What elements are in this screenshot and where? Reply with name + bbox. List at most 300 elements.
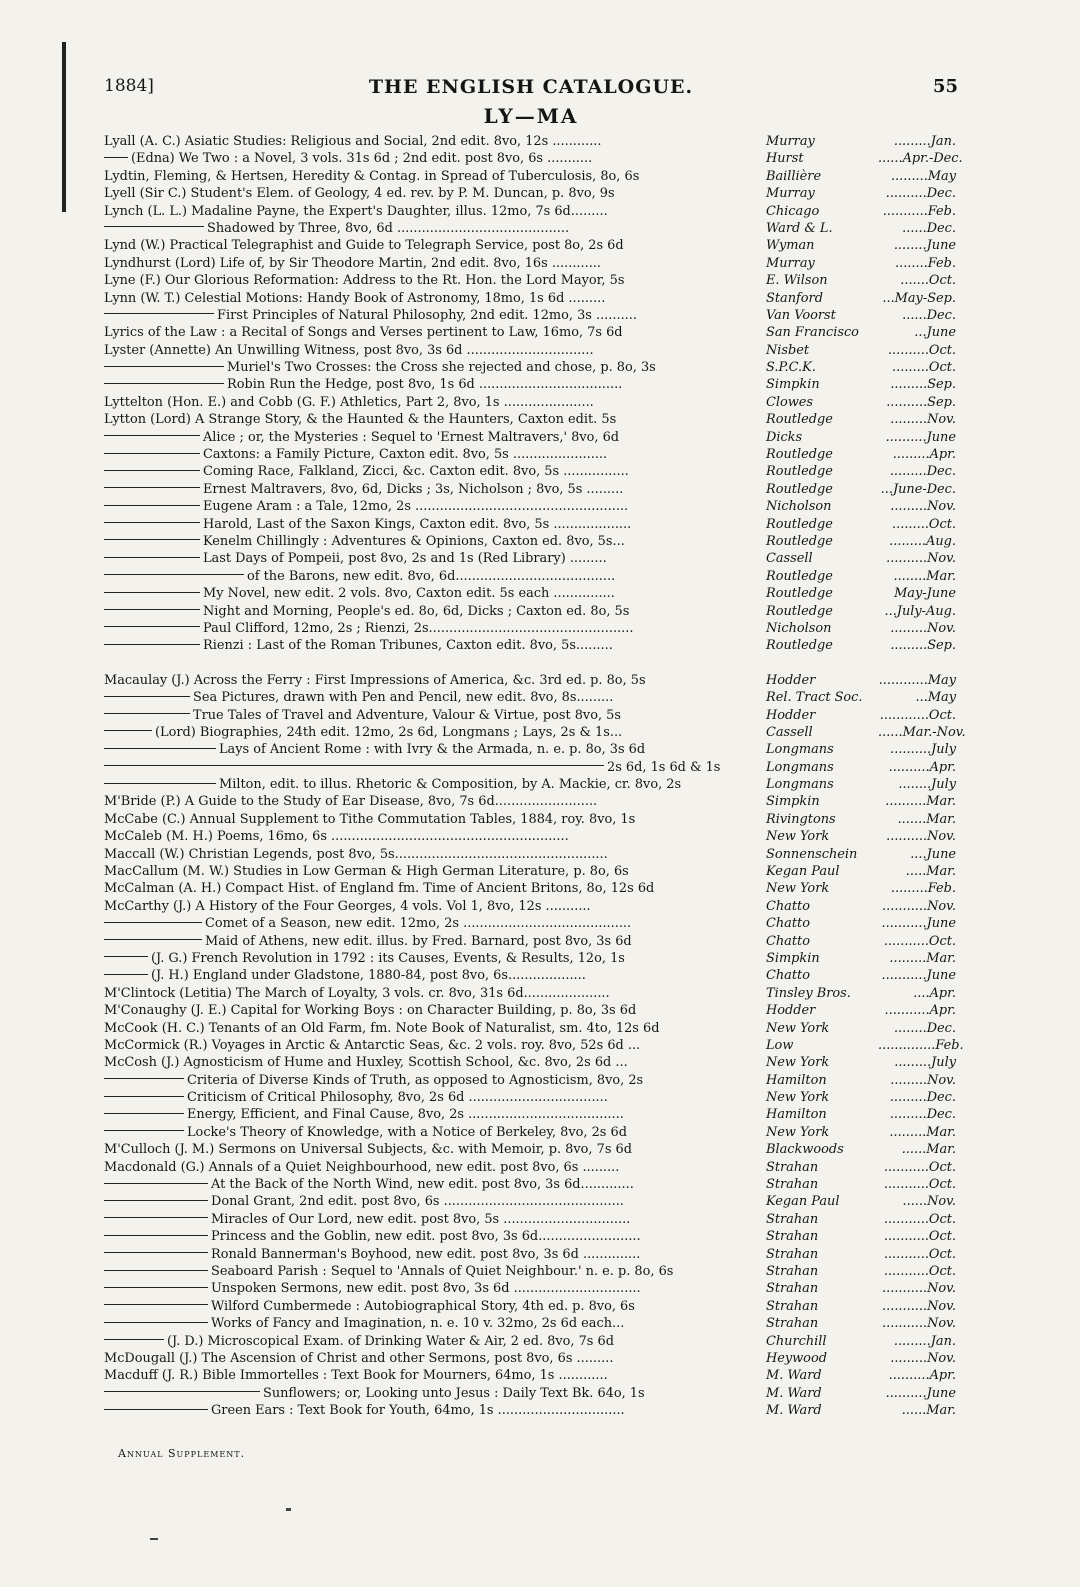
entry-month: ..........Apr. <box>888 759 956 775</box>
entry-text: McCormick (R.) Voyages in Arctic & Antarctic Seas, &c. 2 vols. roy. 8vo, 52s 6d ... <box>104 1037 641 1053</box>
entry-month: ..........Dec. <box>885 186 956 202</box>
entry-month: .........Dec. <box>889 464 956 480</box>
entry-text: True Tales of Travel and Adventure, Valour & Virtue, post 8vo, 5s <box>193 707 621 723</box>
catalogue-entry <box>104 863 956 880</box>
catalogue-entry <box>104 376 956 393</box>
entry-publisher: Hodder <box>766 1003 816 1019</box>
entry-month: ....Apr. <box>913 985 956 1001</box>
ditto-rule <box>104 626 200 627</box>
entry-description <box>104 359 766 376</box>
catalogue-entry <box>104 307 956 324</box>
catalogue-entry <box>104 1246 956 1263</box>
entry-text: Sea Pictures, drawn with Pen and Pencil, new edit. 8vo, 8s......... <box>193 690 614 706</box>
catalogue-entry <box>104 237 956 254</box>
entry-month: .........Oct. <box>892 516 956 532</box>
entry-text: Sunflowers; or, Looking unto Jesus : Daily Text Bk. 64o, 1s <box>263 1385 645 1401</box>
ink-speck <box>150 1538 158 1540</box>
ditto-rule <box>104 157 128 158</box>
entry-description <box>104 376 766 393</box>
entry-text: McCalman (A. H.) Compact Hist. of England fm. Time of Ancient Britons, 8o, 12s 6d <box>104 881 655 897</box>
entry-publisher: Chatto <box>766 968 810 984</box>
entry-month: ...........Nov. <box>882 1316 956 1332</box>
entry-text: Maid of Athens, new edit. illus. by Fred. Barnard, post 8vo, 3s 6d <box>205 933 632 949</box>
entry-description <box>104 1315 766 1332</box>
entry-description <box>104 933 766 950</box>
entry-month: .........Jan. <box>893 134 956 149</box>
catalogue-entry <box>104 672 956 689</box>
entry-month: ............May <box>878 672 956 688</box>
entry-publisher: Longmans <box>766 777 834 793</box>
catalogue-entry <box>104 1037 964 1054</box>
catalogue-entry <box>104 793 956 810</box>
entry-description <box>104 1333 766 1350</box>
catalogue-entry <box>104 1385 956 1402</box>
entry-month: ......Apr.-Dec. <box>878 151 963 167</box>
catalogue-entry <box>104 1124 956 1141</box>
ditto-rule <box>104 453 200 454</box>
entry-description <box>104 793 766 810</box>
entry-publisher: Dicks <box>766 429 803 445</box>
catalogue-entry <box>104 1298 956 1315</box>
catalogue-entry <box>104 759 956 776</box>
entry-text: (J. H.) England under Gladstone, 1880-84, post 8vo, 6s................... <box>151 968 586 984</box>
catalogue-entry <box>104 1193 956 1210</box>
entry-description <box>104 463 766 480</box>
entry-publisher: Cassell <box>766 551 813 567</box>
catalogue-entry <box>104 585 956 602</box>
entry-publisher: Longmans <box>766 742 834 758</box>
group-gap <box>104 655 956 672</box>
entry-description <box>104 394 766 411</box>
ditto-rule <box>104 557 200 558</box>
catalogue-entry <box>104 516 956 533</box>
entry-publisher: San Francisco <box>766 325 859 341</box>
entry-description <box>104 707 766 724</box>
entry-description <box>104 150 766 167</box>
catalogue-entry <box>104 1141 956 1158</box>
catalogue-entry <box>104 394 956 411</box>
ditto-rule <box>104 696 190 697</box>
entry-text: Rienzi : Last of the Roman Tribunes, Caxton edit. 8vo, 5s......... <box>203 638 613 654</box>
entry-description <box>104 533 766 550</box>
entry-month: .........Mar. <box>889 950 956 966</box>
entry-publisher: Routledge <box>766 516 833 532</box>
entry-description <box>104 220 766 237</box>
catalogue-entry <box>104 1020 956 1037</box>
entry-text: Macaulay (J.) Across the Ferry : First Impressions of America, &c. 3rd ed. p. 8o, 5s <box>104 672 646 688</box>
catalogue-entry <box>104 620 956 637</box>
entry-text: Eugene Aram : a Tale, 12mo, 2s .................................................... <box>203 499 629 515</box>
entry-description <box>104 637 766 654</box>
entry-month: ...........Nov. <box>882 898 956 914</box>
entry-publisher: New York <box>766 1090 830 1106</box>
entry-publisher: Strahan <box>766 1159 819 1175</box>
catalogue-entry <box>104 533 956 550</box>
entry-description <box>104 1263 766 1280</box>
entry-month: .........Mar. <box>889 1124 956 1140</box>
entry-text: Wilford Cumbermede : Autobiographical Story, 4th ed. p. 8vo, 6s <box>211 1298 635 1314</box>
entry-description <box>104 498 766 515</box>
catalogue-entry <box>104 1089 956 1106</box>
catalogue-entry <box>104 776 956 793</box>
ditto-rule <box>104 1096 184 1097</box>
entry-month: ...........Oct. <box>883 1264 956 1279</box>
ditto-rule <box>104 1339 164 1340</box>
entry-month: ......Mar. <box>901 1403 956 1419</box>
entry-description <box>104 255 766 272</box>
ditto-rule <box>104 974 148 975</box>
entry-month: ......Mar. <box>901 1142 956 1158</box>
entry-text: (J. G.) French Revolution in 1792 : its Causes, Events, & Results, 12o, 1s <box>151 950 625 966</box>
entry-text: Lays of Ancient Rome : with Ivry & the Armada, n. e. p. 8o, 3s 6d <box>219 742 646 758</box>
entry-description <box>104 411 766 428</box>
entry-description <box>104 429 766 446</box>
entry-description <box>104 741 766 758</box>
ditto-rule <box>104 505 200 506</box>
entry-month: .........Nov. <box>890 499 956 515</box>
entry-month: ...........Nov. <box>882 1281 956 1297</box>
entry-description <box>104 1089 766 1106</box>
entry-description <box>104 1280 766 1297</box>
entry-description <box>104 603 766 620</box>
page-number: 55 <box>932 76 958 97</box>
catalogue-entry <box>104 689 956 706</box>
entry-text: Unspoken Sermons, new edit. post 8vo, 3s 6d ............................... <box>211 1281 641 1297</box>
entry-publisher: E. Wilson <box>766 273 828 289</box>
catalogue-entry <box>104 1054 956 1071</box>
ditto-rule <box>104 922 202 923</box>
entry-publisher: Longmans <box>766 759 834 775</box>
catalogue-entry <box>104 324 956 341</box>
ditto-rule <box>104 956 148 957</box>
entry-month: .........Dec. <box>889 1107 956 1123</box>
catalogue-entry <box>104 498 956 515</box>
ditto-rule <box>104 487 200 488</box>
entry-month: .........Sep. <box>890 377 956 393</box>
entry-description <box>104 1020 766 1037</box>
entry-month: .......Mar. <box>897 811 956 827</box>
entry-text: Lynch (L. L.) Madaline Payne, the Expert's Daughter, illus. 12mo, 7s 6d......... <box>104 203 608 219</box>
catalogue-entry <box>104 1072 956 1089</box>
entry-publisher: Routledge <box>766 603 833 619</box>
entry-text: Last Days of Pompeii, post 8vo, 2s and 1s (Red Library) ......... <box>203 551 607 567</box>
entry-publisher: New York <box>766 1055 830 1071</box>
entry-description <box>104 1211 766 1228</box>
entry-month: ..........July <box>890 742 956 758</box>
entry-month: .........July <box>894 1055 956 1071</box>
entry-month: .........Nov. <box>890 1072 956 1088</box>
entry-description <box>104 516 766 533</box>
entry-description <box>104 1228 766 1245</box>
entry-text: My Novel, new edit. 2 vols. 8vo, Caxton edit. 5s each ............... <box>203 586 615 602</box>
catalogue-entry <box>104 828 956 845</box>
entry-text: 2s 6d, 1s 6d & 1s <box>607 759 721 775</box>
catalogue-entry <box>104 1106 956 1123</box>
entry-description <box>104 1072 766 1089</box>
entry-month: ..........June <box>885 1385 956 1401</box>
entry-description <box>104 1037 766 1054</box>
entry-month: ...June <box>914 325 956 341</box>
entry-text: Ernest Maltravers, 8vo, 6d, Dicks ; 3s, Nicholson ; 8vo, 5s ......... <box>203 481 624 497</box>
entry-text: Comet of a Season, new edit. 12mo, 2s ......................................... <box>205 916 632 932</box>
catalogue-entry <box>104 550 956 567</box>
catalogue-entry <box>104 359 956 376</box>
entry-text: Muriel's Two Crosses: the Cross she rejected and chose, p. 8o, 3s <box>227 360 656 376</box>
entry-text: M'Conaughy (J. E.) Capital for Working Boys : on Character Building, p. 8o, 3s 6d <box>104 1003 637 1019</box>
entry-description <box>104 689 766 706</box>
entry-publisher: Clowes <box>766 394 814 410</box>
entry-publisher: Strahan <box>766 1298 819 1314</box>
entry-month: ..........Nov. <box>886 829 956 845</box>
entry-publisher: Murray <box>766 134 815 149</box>
entry-publisher: Nicholson <box>766 620 832 636</box>
catalogue-entry <box>104 481 956 498</box>
entry-description <box>104 672 766 689</box>
entry-publisher: M. Ward <box>766 1385 822 1401</box>
catalogue-entry <box>104 411 956 428</box>
entry-description <box>104 307 766 324</box>
entry-publisher: Chicago <box>766 203 820 219</box>
ditto-rule <box>104 539 200 540</box>
entry-description <box>104 620 766 637</box>
catalogue-entry <box>104 1315 956 1332</box>
entry-month: ....June <box>910 846 956 862</box>
entry-description <box>104 776 766 793</box>
entry-publisher: Simpkin <box>766 950 820 966</box>
entry-month: ...........Oct. <box>883 1246 956 1262</box>
catalogue-entry <box>104 429 956 446</box>
entry-publisher: Strahan <box>766 1316 819 1332</box>
entry-description <box>104 550 766 567</box>
page-header <box>104 76 958 104</box>
entry-month: ........July <box>898 777 956 793</box>
entry-month: .........Sep. <box>890 638 956 654</box>
entry-text: Lyall (A. C.) Asiatic Studies: Religious and Social, 2nd edit. 8vo, 12s ............ <box>104 134 602 149</box>
entry-text: Lydtin, Fleming, & Hertsen, Heredity & Contag. in Spread of Tuberculosis, 8o, 6s <box>104 168 640 184</box>
entry-description <box>104 880 766 897</box>
entry-text: McCosh (J.) Agnosticism of Hume and Huxley, Scottish School, &c. 8vo, 2s 6d ... <box>104 1055 628 1071</box>
entry-description <box>104 898 766 915</box>
entry-text: Paul Clifford, 12mo, 2s ; Rienzi, 2s.................................................. <box>203 620 634 636</box>
entry-publisher: Hamilton <box>766 1072 827 1088</box>
entry-month: .........Nov. <box>890 412 956 428</box>
entry-publisher: Simpkin <box>766 794 820 810</box>
catalogue-entry <box>104 1280 956 1297</box>
entry-text: At the Back of the North Wind, new edit. post 8vo, 3s 6d............. <box>211 1177 634 1193</box>
ditto-rule <box>104 713 190 714</box>
entry-month: ............Oct. <box>879 707 956 723</box>
ditto-rule <box>104 644 200 645</box>
entry-description <box>104 1002 766 1019</box>
catalogue-entry <box>104 446 956 463</box>
ditto-rule <box>104 592 200 593</box>
ditto-rule <box>104 522 200 523</box>
entry-description <box>104 168 766 185</box>
catalogue-entry <box>104 967 956 984</box>
entry-month: .........Jan. <box>893 1333 956 1349</box>
ditto-rule <box>104 226 204 227</box>
entry-publisher: Kegan Paul <box>766 864 840 880</box>
entry-publisher: Chatto <box>766 916 810 932</box>
entry-publisher: Rivingtons <box>766 811 836 827</box>
entry-text: Lyster (Annette) An Unwilling Witness, post 8vo, 3s 6d ............................... <box>104 342 594 358</box>
ditto-rule <box>104 470 200 471</box>
entry-description <box>104 481 766 498</box>
entry-publisher: M. Ward <box>766 1403 822 1419</box>
entry-description <box>104 1176 766 1193</box>
entry-description <box>104 1246 766 1263</box>
ditto-rule <box>104 1391 260 1392</box>
entry-description <box>104 846 766 863</box>
entry-publisher: Simpkin <box>766 377 820 393</box>
entry-description <box>104 828 766 845</box>
entry-description <box>104 324 766 341</box>
entry-publisher: Van Voorst <box>766 307 836 323</box>
entry-month: ...May <box>915 690 956 706</box>
entry-text: Robin Run the Hedge, post 8vo, 1s 6d ................................... <box>227 377 623 393</box>
catalogue-entry <box>104 272 956 289</box>
entry-description <box>104 724 766 741</box>
entry-publisher: Low <box>766 1037 794 1053</box>
ditto-rule <box>104 383 224 384</box>
entry-text: Shadowed by Three, 8vo, 6d .......................................... <box>207 220 570 236</box>
header-year: 1884] <box>104 76 154 96</box>
entry-description <box>104 1054 766 1071</box>
entry-text: Alice ; or, the Mysteries : Sequel to 'Ernest Maltravers,' 8vo, 6d <box>203 429 620 445</box>
ink-speck <box>286 1508 291 1511</box>
entry-description <box>104 133 766 150</box>
catalogue-entry <box>104 1159 956 1176</box>
entry-text: MacCallum (M. W.) Studies in Low German & High German Literature, p. 8o, 6s <box>104 864 629 880</box>
entry-month: ........Mar. <box>893 568 956 584</box>
entry-description <box>104 1159 766 1176</box>
entry-publisher: Hodder <box>766 707 816 723</box>
entry-text: Lytton (Lord) A Strange Story, & the Haunted & the Haunters, Caxton edit. 5s <box>104 412 617 428</box>
entry-publisher: Murray <box>766 255 815 271</box>
entry-publisher: Routledge <box>766 412 833 428</box>
catalogue-entry <box>104 568 956 585</box>
catalogue-entry <box>104 168 956 185</box>
entry-text: Milton, edit. to illus. Rhetoric & Composition, by A. Mackie, cr. 8vo, 2s <box>219 777 682 793</box>
entry-text: M'Culloch (J. M.) Sermons on Universal Subjects, &c. with Memoir, p. 8vo, 7s 6d <box>104 1142 632 1158</box>
catalogue-entry <box>104 220 956 237</box>
entry-text: McCarthy (J.) A History of the Four Georges, 4 vols. Vol 1, 8vo, 12s ........... <box>104 898 591 914</box>
entry-month: ......Nov. <box>902 1194 956 1210</box>
entry-publisher: Nicholson <box>766 499 832 515</box>
entry-text: Seaboard Parish : Sequel to 'Annals of Quiet Neighbour.' n. e. p. 8o, 6s <box>211 1264 674 1279</box>
entry-text: Works of Fancy and Imagination, n. e. 10 v. 32mo, 2s 6d each... <box>211 1316 625 1332</box>
entry-month: .........Aug. <box>889 533 956 549</box>
entry-text: Maccall (W.) Christian Legends, post 8vo, 5s.................................................... <box>104 846 608 862</box>
ditto-rule <box>104 1270 208 1271</box>
entry-month: .....Mar. <box>905 864 956 880</box>
catalogue-entry <box>104 1211 956 1228</box>
catalogue-entry <box>104 1367 956 1384</box>
catalogue-entry <box>104 1350 956 1367</box>
entry-description <box>104 1367 766 1384</box>
entry-text: McDougall (J.) The Ascension of Christ and other Sermons, post 8vo, 6s ......... <box>104 1350 614 1366</box>
catalogue-entry <box>104 342 956 359</box>
ditto-rule <box>104 1235 208 1236</box>
entry-text: Coming Race, Falkland, Zicci, &c. Caxton edit. 8vo, 5s ................ <box>203 464 629 480</box>
entry-month: ...May-Sep. <box>882 290 956 306</box>
entry-publisher: Hamilton <box>766 1107 827 1123</box>
ditto-rule <box>104 730 152 731</box>
entry-description <box>104 1106 766 1123</box>
entry-publisher: Blackwoods <box>766 1142 844 1158</box>
ditto-rule <box>104 574 244 575</box>
entry-text: Lynd (W.) Practical Telegraphist and Guide to Telegraph Service, post 8o, 2s 6d <box>104 238 624 254</box>
catalogue-entry <box>104 637 956 654</box>
entry-text: Donal Grant, 2nd edit. post 8vo, 6s ............................................ <box>211 1194 624 1210</box>
catalogue-entry <box>104 950 956 967</box>
entry-month: ......Dec. <box>902 220 956 236</box>
entry-description <box>104 1402 766 1419</box>
catalogue-entry <box>104 898 956 915</box>
entry-publisher: Rel. Tract Soc. <box>766 690 863 706</box>
ditto-rule <box>104 1130 184 1131</box>
entry-publisher: Routledge <box>766 481 833 497</box>
catalogue-entry <box>104 724 966 741</box>
entry-month: .........Apr. <box>892 447 956 463</box>
entry-month: ...........Oct. <box>883 1229 956 1245</box>
catalogue-entry <box>104 1402 956 1419</box>
entry-month: ......Dec. <box>902 307 956 323</box>
entry-month: .........May <box>890 168 956 184</box>
ditto-rule <box>104 1078 184 1079</box>
entry-description <box>104 237 766 254</box>
entry-publisher: Stanford <box>766 290 823 306</box>
entry-publisher: Strahan <box>766 1281 819 1297</box>
entry-publisher: Kegan Paul <box>766 1194 840 1210</box>
entry-month: ...July-Aug. <box>884 603 956 619</box>
entry-text: (Edna) We Two : a Novel, 3 vols. 31s 6d ; 2nd edit. post 8vo, 6s ........... <box>131 151 593 167</box>
ditto-rule <box>104 609 200 610</box>
entry-month: ..........June <box>885 429 956 445</box>
entry-month: ..........Nov. <box>886 551 956 567</box>
entry-publisher: Strahan <box>766 1229 819 1245</box>
catalogue-entry <box>104 1228 956 1245</box>
catalogue-entry <box>104 203 956 220</box>
ditto-rule <box>104 313 214 314</box>
entry-month: .........Feb. <box>890 881 956 897</box>
catalogue-entry <box>104 603 956 620</box>
ditto-rule <box>104 435 200 436</box>
entry-text: M'Bride (P.) A Guide to the Study of Ear Disease, 8vo, 7s 6d......................... <box>104 794 598 810</box>
entry-publisher: Hurst <box>766 151 804 167</box>
catalogue-entry <box>104 463 956 480</box>
entry-month: ...........Oct. <box>883 1159 956 1175</box>
entry-description <box>104 759 766 776</box>
catalogue-entries <box>104 133 966 1420</box>
entry-publisher: Routledge <box>766 586 833 602</box>
page-footer: Annual Supplement. <box>118 1447 246 1460</box>
entry-month: ...........Nov. <box>882 1298 956 1314</box>
entry-month: ...........Feb. <box>882 203 956 219</box>
catalogue-entry <box>104 707 956 724</box>
entry-text: Miracles of Our Lord, new edit. post 8vo, 5s ............................... <box>211 1211 631 1227</box>
catalogue-entry <box>104 185 956 202</box>
entry-month: .........Nov. <box>890 1350 956 1366</box>
entry-description <box>104 1385 766 1402</box>
entry-publisher: Sonnenschein <box>766 846 858 862</box>
entry-description <box>104 1124 766 1141</box>
entry-month: ...........Oct. <box>883 933 956 949</box>
entry-text: Lynn (W. T.) Celestial Motions: Handy Book of Astronomy, 18mo, 1s 6d ......... <box>104 290 606 306</box>
ditto-rule <box>104 1183 208 1184</box>
entry-month: .........Oct. <box>892 360 956 376</box>
entry-text: Night and Morning, People's ed. 8o, 6d, Dicks ; Caxton ed. 8o, 5s <box>203 603 630 619</box>
